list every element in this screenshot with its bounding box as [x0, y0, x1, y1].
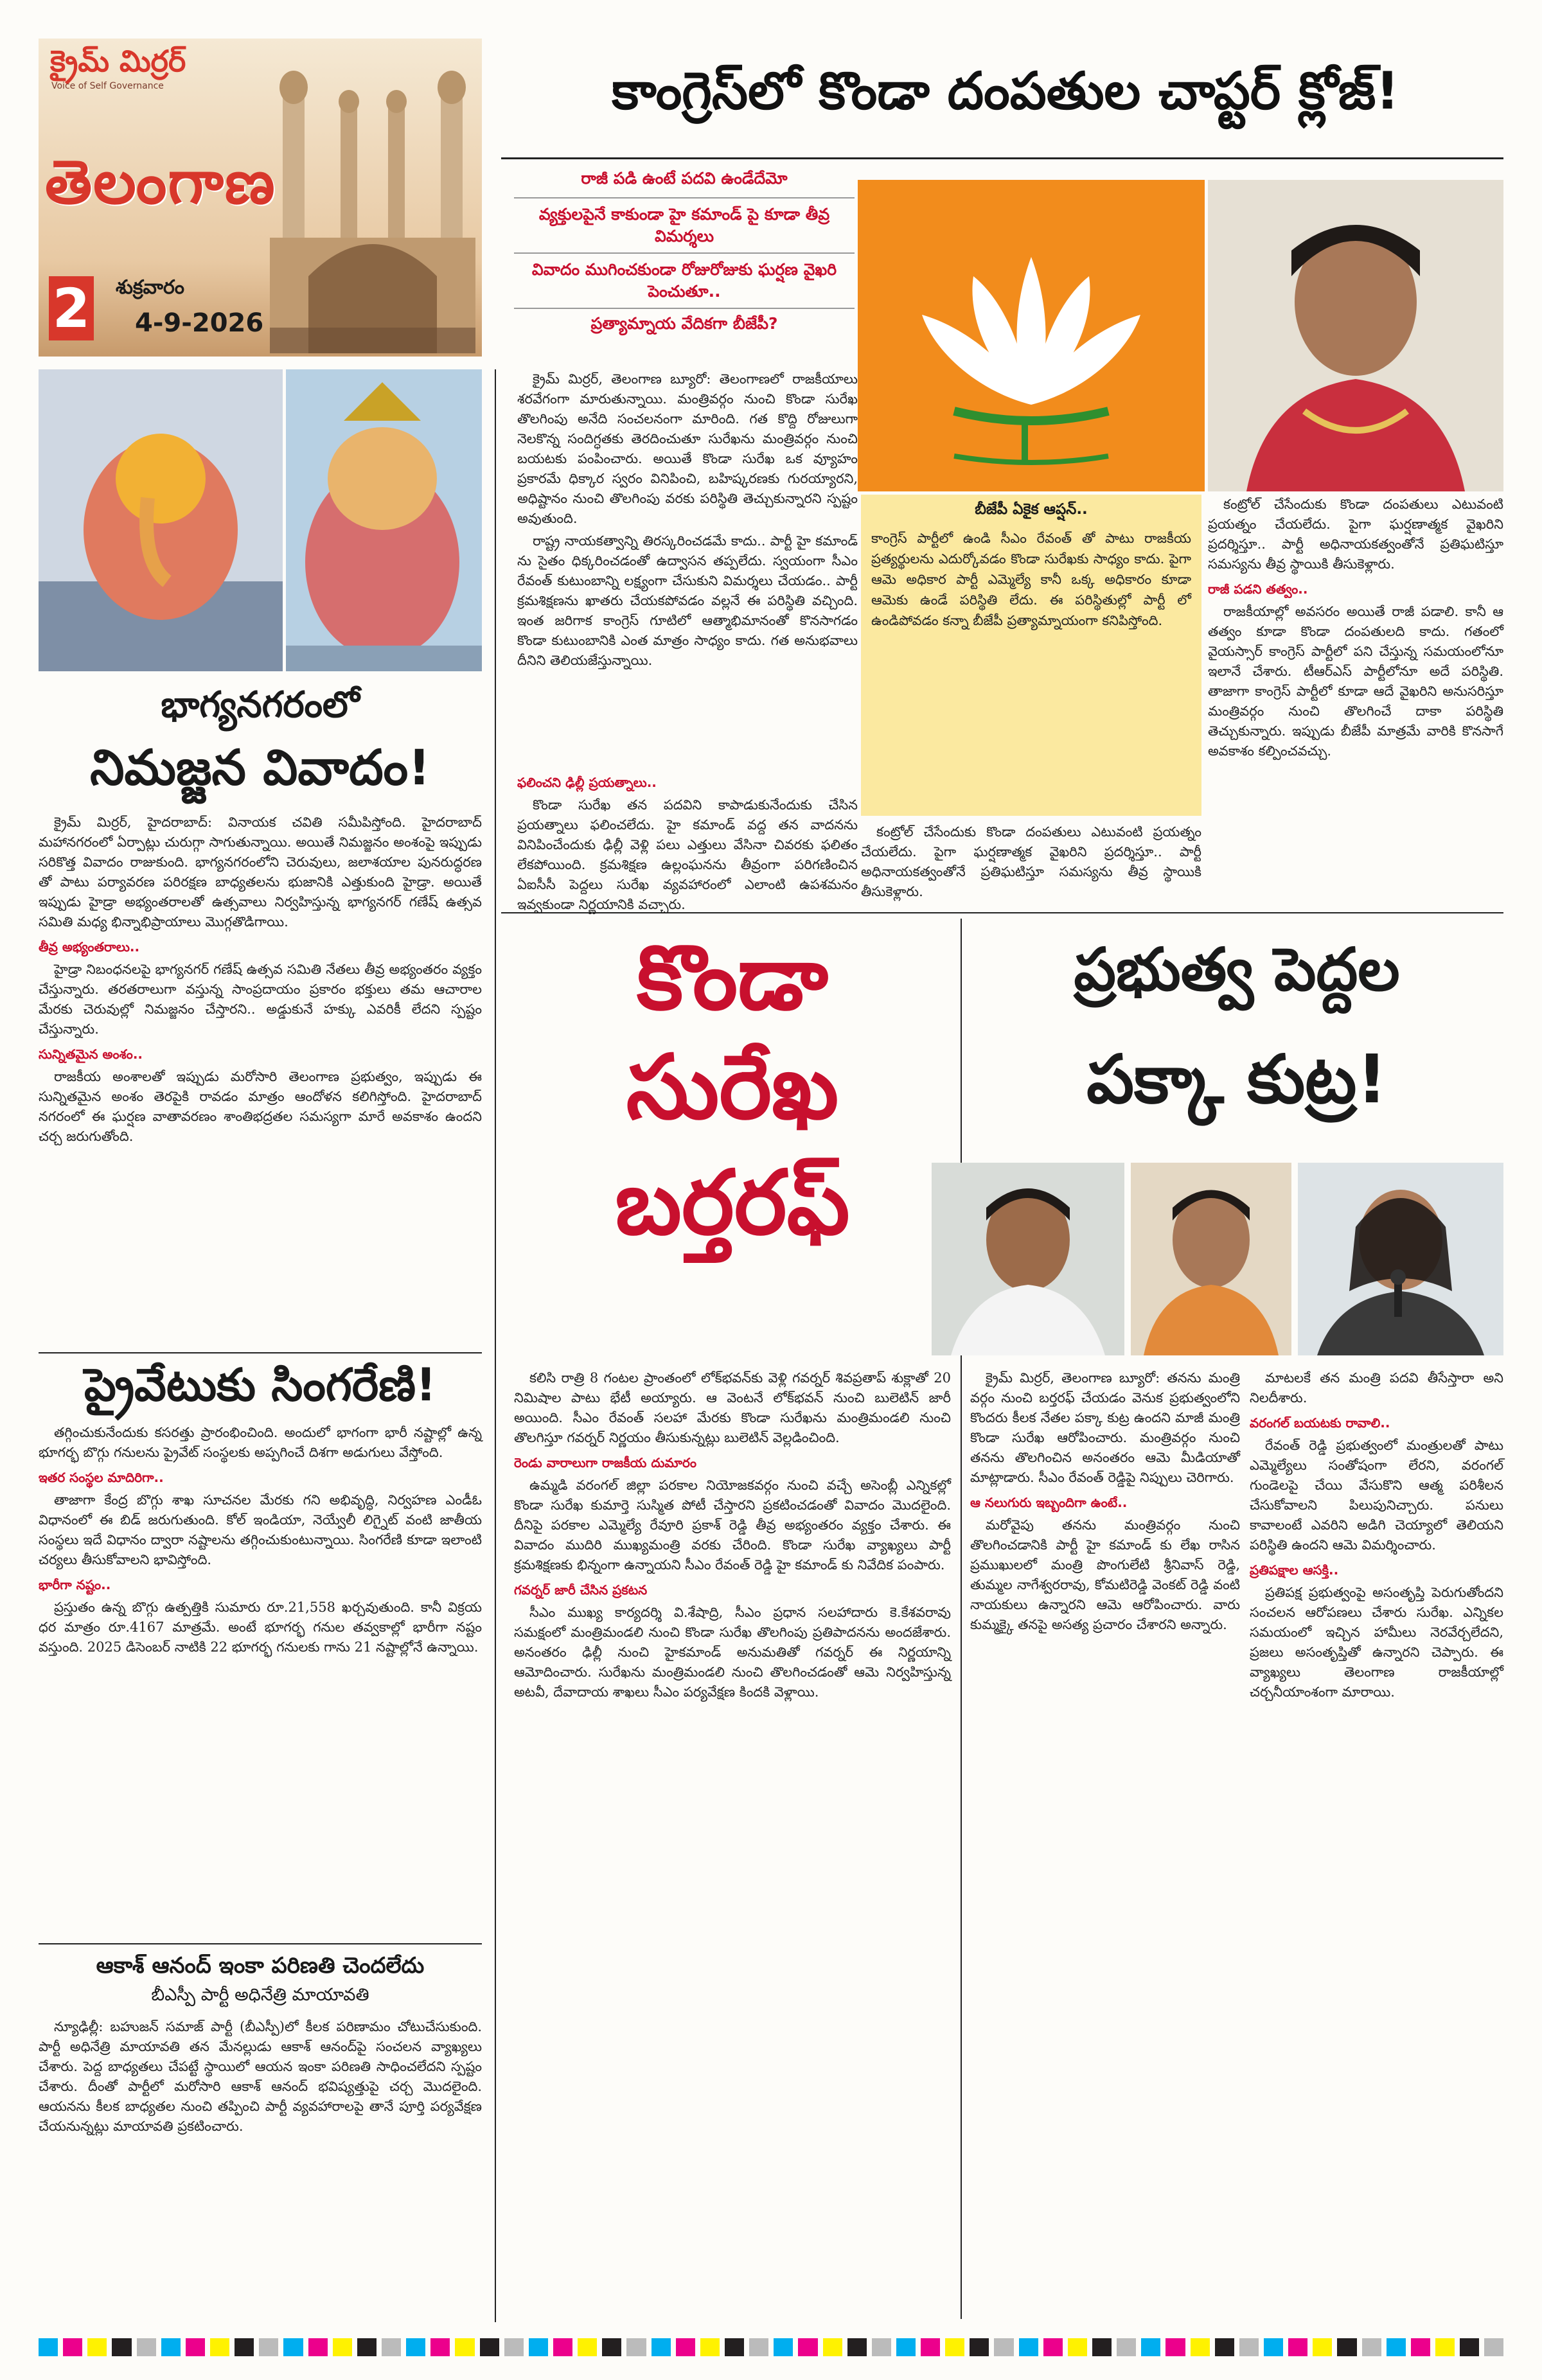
congress-para-col2: కంట్రోల్ చేసేందుకు కొండా దంపతులు ఎటువంటి ప్రయత్నం చేయలేదు. పైగా ఘర్షణాత్మక వైఖరిని ప్రదర్శిస్తూ.. పార్టీ అధినాయకత్వంతోనే ప్రతిఘటిస్తూ సమస్యను తీవ్ర స్థాయికి తీసుకెళ్లారు. — [861, 824, 1201, 899]
registration-swatch — [357, 2338, 377, 2356]
bsp-body — [39, 2017, 482, 2319]
ganesh-para-2: హైడ్రా నిబంధనలపై భాగ్యనగర్ గణేష్ ఉత్సవ సమితి నేతలు తీవ్ర అభ్యంతరం వ్యక్తం చేస్తున్నారు. తరతరాలుగా వస్తున్న సాంప్రదాయం ప్రకారం భక్తులు తమ ఆచారాల మేరకు చెరువుల్లో నిమజ్జనం చేస్తారని.. అడ్డుకునే హక్కు ఎవరికీ లేదని స్పష్టం చేస్తున్నారు. — [39, 962, 482, 1037]
registration-swatch — [1191, 2338, 1210, 2356]
issue-day: శుక్రవారం — [116, 276, 184, 299]
congress-right-para-2: రాజకీయాల్లో అవసరం అయితే రాజీ పడాలి. కానీ ఆ తత్వం కూడా కొండా దంపతులది కాదు. గతంలో వైయస్సార్ కాంగ్రెస్ పార్టీలో పని చేస్తున్న సమయంలోనూ ఇలానే చేశారు. టీఆర్ఎస్ పార్టీలోనూ అదే పరిస్థితి. తాజాగా కాంగ్రెస్ పార్టీలో కూడా ఆదే వైఖరిని అనుసరిస్తూ మంత్రివర్గం నుంచి తొలగించే దాకా పరిస్థితి తెచ్చుకున్నారు. ఇప్పుడు బీజేపీ మాత్రమే వారికి కొనసాగే అవకాశం కల్పించవచ్చు. — [1208, 604, 1503, 759]
registration-swatch — [994, 2338, 1013, 2356]
registration-swatch — [896, 2338, 916, 2356]
registration-swatch — [1141, 2338, 1160, 2356]
bjp-caption-title: బీజేపీ ఏకైక ఆప్షన్.. — [975, 501, 1088, 518]
registration-swatch — [602, 2338, 621, 2356]
registration-swatch — [823, 2338, 842, 2356]
bsp-subheadline: బీఎస్పీ పార్టీ అధినేత్రి మాయావతి — [151, 1985, 369, 2005]
page-number: 2 — [49, 276, 94, 340]
deck-2: వ్యక్తులపైనే కాకుండా హై కమాండ్ పై కూడా తీవ్ర విమర్శలు — [514, 198, 855, 254]
registration-swatch — [1019, 2338, 1038, 2356]
registration-swatch — [39, 2338, 58, 2356]
registration-swatch — [63, 2338, 82, 2356]
ganesh-subhead-1: తీవ్ర అభ్యంతరాలు.. — [39, 939, 140, 955]
registration-swatch — [382, 2338, 401, 2356]
ganesh-idol-photo-1 — [39, 369, 283, 671]
registration-swatch — [872, 2338, 891, 2356]
sacked-para-1: కలిసి రాత్రి 8 గంటల ప్రాంతంలో లోక్‌భవన్‌కు వెళ్లి గవర్నర్ శివప్రతాప్ శుక్లాతో 20 నిమిషాల పాటు భేటీ అయ్యారు. ఆ వెంటనే లోక్‌భవన్ నుంచి బులెటిన్ జారీ అయింది. సీఎం రేవంత్ సలహా మేరకు కొండా సురేఖను మంత్రిమండలి నుంచి తొలగిస్తూ గవర్నర్ నిర్ణయం తీసుకున్నట్లు బులెటిన్ వెల్లడించింది. — [514, 1370, 951, 1445]
congress-subhead-1: ఫలించని ఢిల్లీ ప్రయత్నాలు.. — [517, 775, 657, 790]
deck-4: ప్రత్యామ్నాయ వేదికగా బీజేపీ? — [590, 314, 778, 333]
registration-swatch — [333, 2338, 352, 2356]
section-title: తెలంగాణ — [45, 148, 276, 218]
portrait-woman-icon-2 — [1131, 1163, 1291, 1355]
registration-swatch — [1117, 2338, 1136, 2356]
paper-name: క్రైమ్ మిర్రర్ — [50, 44, 186, 78]
bjp-caption-box — [861, 495, 1201, 816]
singareni-para-1: తగ్గించుకునేందుకు కసరత్తు ప్రారంభించింది. అందులో భాగంగా భారీ నష్టాల్లో ఉన్న భూగర్భ బొగ్గు గనులను ప్రైవేట్ సంస్థలకు అప్పగించే దిశగా అడుగులు వేస్తోంది. — [39, 1425, 482, 1460]
charminar-icon — [270, 45, 475, 353]
registration-swatch — [406, 2338, 425, 2356]
conspiracy-subhead-2: వరంగల్ బయటకు రావాలి.. — [1250, 1415, 1390, 1431]
ganesh-idol-photo-2 — [286, 369, 482, 671]
registration-swatch — [283, 2338, 303, 2356]
singareni-para-3: ప్రస్తుతం ఉన్న బొగ్గు ఉత్పత్తికి సుమారు రూ.21,558 ఖర్చవుతుంది. కానీ విక్రయ ధర మాత్రం రూ.4167 మాత్రమే. అంటే భూగర్భ గనుల తవ్వకాల్లో భారీగా నష్టం వస్తుంది. 2025 డిసెంబర్ నాటికి 22 భూగర్భ గనులకు గాను 21 నష్టాల్లోనే ఉన్నాయి. — [39, 1600, 482, 1655]
color-registration-marks — [39, 2338, 1503, 2356]
bjp-lotus-photo — [858, 180, 1205, 491]
konda-surekha-photo — [1208, 180, 1503, 491]
bsp-para-1: న్యూఢిల్లీ: బహుజన్ సమాజ్ పార్టీ (బీఎస్పీ)లో కీలక పరిణామం చోటుచేసుకుంది. పార్టీ అధినేత్రి మాయావతి తన మేనల్లుడు ఆకాశ్ ఆనంద్‌పై సంచలన వ్యాఖ్యలు చేశారు. పెద్ద బాధ్యతలు చేపట్టే స్థాయిలో ఆయన ఇంకా పరిణతి సాధించలేదని స్పష్టం చేశారు. దీంతో పార్టీలో మరోసారి ఆకాశ్ ఆనంద్ భవిష్యత్తుపై చర్చ మొదలైంది. ఆయనను కీలక బాధ్యతల నుంచి తప్పించి పార్టీ వ్యవహారాలపై తానే పూర్తి పర్యవేక్షణ చేయనున్నట్లు మాయావతి ప్రకటించారు. — [39, 2019, 482, 2134]
congress-body-col1 — [517, 369, 858, 806]
masthead — [39, 39, 482, 357]
ganesh-para-1: క్రైమ్ మిర్రర్, హైదరాబాద్: వినాయక చవితి సమీపిస్తోంది. హైదరాబాద్ మహానగరంలో ఏర్పాట్లు చురుగ్గా సాగుతున్నాయి. అయితే నిమజ్జనం అంశంపై ఇప్పుడు సరికొత్త వివాదం రాజుకుంది. భాగ్యనగరంలోని చెరువులు, జలాశయాల పునరుద్ధరణ తో పాటు పర్యావరణ పరిరక్షణ బాధ్యతలను భుజానికి ఎత్తుకుంది హైడ్రా. అయితే ఇప్పుడు హైడ్రా అభ్యంతరాలతో ఉత్సవాలు నిర్వహిస్తున్న భాగ్యనగర్ గణేష్ ఉత్సవ సమితి మధ్య భిన్నాభిప్రాయాలు మొగ్గతొడిగాయి. — [39, 815, 482, 930]
congress-para-1: క్రైమ్ మిర్రర్, తెలంగాణ బ్యూరో: తెలంగాణలో రాజకీయాలు శరవేగంగా మారుతున్నాయి. మంత్రివర్గం నుంచి కొండా సురేఖ తొలగింపు అనేది సంచలనంగా మారింది. గత కొద్ది రోజులుగా నెలకొన్న సందిగ్ధతకు తెరదించుతూ సురేఖను మంత్రివర్గం నుంచి బయటకు పంపించారు. అయితే కొండా సురేఖ ఒక వ్యూహం ప్రకారమే ధిక్కార స్వరం వినిపించి, బహిష్కరణకు గురయ్యారని, అధిష్టానం నుంచి తొలగింపు వరకు పరిస్థితి తెచ్చుకున్నారని స్పష్టం అవుతుంది. — [517, 371, 858, 526]
registration-swatch — [749, 2338, 768, 2356]
registration-swatch — [1313, 2338, 1332, 2356]
registration-swatch — [161, 2338, 181, 2356]
registration-swatch — [235, 2338, 254, 2356]
registration-swatch — [676, 2338, 695, 2356]
registration-swatch — [847, 2338, 867, 2356]
deck-list — [514, 164, 855, 369]
issue-date: 4-9-2026 — [135, 308, 264, 338]
singareni-subhead-1: ఇతర సంస్థల మాదిరిగా.. — [39, 1470, 164, 1485]
congress-body-col1b — [517, 768, 858, 912]
registration-swatch — [1068, 2338, 1087, 2356]
registration-swatch — [186, 2338, 205, 2356]
conspiracy-body-col1 — [970, 1368, 1240, 2319]
bjp-caption-body: కాంగ్రెస్ పార్టీలో ఉండి సీఎం రేవంత్ తో పాటు రాజకీయ ప్రత్యర్థులను ఎదుర్కోవడం కొండా సురేఖకు సాధ్యం కాదు. పైగా ఆమె అధికార పార్టీ ఎమ్మెల్యే కానీ ఒక్క అధికారం కూడా ఆమెకు ఉండే పరిస్థితి లేదు. ఈ పరిస్థితుల్లో పార్టీ లో ఉండిపోవడం కన్నా బీజేపీ ప్రత్యామ్నాయంగా కనిపిస్తోంది. — [871, 531, 1191, 628]
sacked-para-3: సీఎం ముఖ్య కార్యదర్శి వి.శేషాద్రి, సీఎం ప్రధాన సలహాదారు కె.కేశవరావు సమక్షంలో మంత్రిమండలి నుంచి కొండా సురేఖ తొలగింపు ప్రతిపాదనను అందజేశారు. అనంతరం ఢిల్లీ నుంచి హైకమాండ్ అనుమతితో గవర్నర్ ఈ నిర్ణయాన్ని ఆమోదించారు. సురేఖను మంత్రిమండలి నుంచి తొలగించడంతో ఆమె నిర్వహిస్తున్న అటవీ, దేవాదాయ శాఖలు సీఎం పర్యవేక్షణ కిందకి వెళ్లాయి. — [514, 1605, 951, 1700]
registration-swatch — [1288, 2338, 1307, 2356]
congress-para-2: రాష్ట్ర నాయకత్వాన్ని తిరస్కరించడమే కాదు.. పార్టీ హై కమాండ్ ను సైతం ధిక్కరించడంతో ఉద్వాసన తప్పలేదు. స్వయంగా సీఎం రేవంత్ కుటుంబాన్ని లక్ష్యంగా చేసుకుని విమర్శలు చేయడం.. పార్టీ క్రమశిక్షణను ఖాతరు చేయకపోవడం వల్లనే ఈ పరిస్థితి వచ్చింది. ఇంత జరిగాక కాంగ్రెస్ గూటిలో ఆత్మాభిమానంతో కొనసాగడం కొండా కుటుంబానికి ఎంత మాత్రం సాధ్యం కాదు. గత అనుభవాలు దీనిని తెలియజేస్తున్నాయి. — [517, 533, 858, 668]
registration-swatch — [626, 2338, 646, 2356]
registration-swatch — [529, 2338, 548, 2356]
congress-subhead-2: రాజీ పడని తత్వం.. — [1208, 581, 1308, 597]
registration-swatch — [137, 2338, 156, 2356]
portrait-woman-icon — [1208, 180, 1503, 491]
registration-swatch — [1043, 2338, 1063, 2356]
sacked-headline-2: సురేఖ — [626, 1036, 839, 1139]
congress-body-col2b — [861, 822, 1201, 906]
ganesh-subhead-2: సున్నితమైన అంశం.. — [39, 1046, 143, 1062]
conspiracy-body-col2 — [1250, 1368, 1503, 2319]
registration-swatch — [1362, 2338, 1381, 2356]
registration-swatch — [1460, 2338, 1479, 2356]
revanth-reddy-photo — [932, 1163, 1124, 1355]
registration-swatch — [921, 2338, 940, 2356]
conspiracy-para-right-3: ప్రతిపక్ష ప్రభుత్వంపై అసంతృప్తి పెరుగుతోందని సంచలన ఆరోపణలు చేశారు సురేఖ. ఎన్నికల సమయంలో ఇచ్చిన హామీలు నెరవేర్చలేదని, ప్రజలు అసంతృప్తితో ఉన్నారని చెప్పారు. ఈ వ్యాఖ్యలు తెలంగాణ రాజకీయాల్లో చర్చనీయాంశంగా మారాయి. — [1250, 1585, 1503, 1700]
registration-swatch — [1337, 2338, 1356, 2356]
registration-swatch — [1411, 2338, 1430, 2356]
registration-swatch — [1264, 2338, 1283, 2356]
sacked-body — [514, 1368, 951, 2319]
ganesh-headline-2: నిమజ్జన వివాదం! — [90, 739, 430, 796]
paper-tagline: Voice of Self Governance — [51, 81, 164, 91]
bjp-lotus-icon — [858, 180, 1205, 491]
congress-para-3: కొండా సురేఖ తన పదవిని కాపాడుకునేందుకు చేసిన ప్రయత్నాలు ఫలించలేదు. హై కమాండ్ వద్ద తన వాదనను వినిపించేందుకు ఢిల్లీ వెళ్లి పలు ఎత్తులు వేసినా చివరకు ఫలితం లేకపోయింది. క్రమశిక్షణ ఉల్లంఘనను తీవ్రంగా పరిగణించిన ఏఐసీసీ పెద్దలు సురేఖ వ్యవహారంలో ఎలాంటి ఉపశమనం ఇవ్వకుండా నిర్ణయానికి వచ్చారు. — [517, 797, 858, 912]
registration-swatch — [480, 2338, 499, 2356]
registration-swatch — [774, 2338, 793, 2356]
registration-swatch — [725, 2338, 744, 2356]
registration-swatch — [798, 2338, 817, 2356]
singareni-para-2: తాజాగా కేంద్ర బొగ్గు శాఖ సూచనల మేరకు గని అభివృద్ధి, నిర్వహణ ఎండీఓ విధానంలో ఈ బిడ్ జరుగుతుంది. కోల్ ఇండియా, నెయ్వేలీ లిగ్నైట్ వంటి జాతీయ సంస్థలు ఇదే విధానం ద్వారా నష్టాలను తగ్గించుకుంటున్నాయి. సింగరేణి కూడా ఇలాంటి చర్యలు తీసుకోవాలని భావిస్తోంది. — [39, 1492, 482, 1567]
registration-swatch — [1484, 2338, 1503, 2356]
sacked-headline-3: బర్తరఫ్ — [615, 1151, 850, 1255]
registration-swatch — [970, 2338, 989, 2356]
conspiracy-para-right: మాటలకే తన మంత్రి పదవి తీసేస్తారా అని నిలదీశారు. — [1250, 1370, 1503, 1406]
conspiracy-para-1: క్రైమ్ మిర్రర్, తెలంగాణ బ్యూరో: తనను మంత్రి వర్గం నుంచి బర్తరఫ్ చేయడం వెనుక ప్రభుత్వంలోని కొందరు కీలక నేతల పక్కా కుట్ర ఉందని మాజీ మంత్రి కొండా సురేఖ ఆరోపించారు. మంత్రివర్గం నుంచి తనను తొలగించిన అనంతరం ఆమె మీడియాతో మాట్లాడారు. సీఎం రేవంత్ రెడ్డిపై నిప్పులు చెరిగారు. — [970, 1370, 1240, 1485]
registration-swatch — [210, 2338, 229, 2356]
ganesh-idol-icon — [39, 369, 283, 671]
registration-swatch — [259, 2338, 278, 2356]
conspiracy-subhead-3: ప్రతిపక్షాల ఆసక్తి.. — [1250, 1562, 1339, 1578]
registration-swatch — [504, 2338, 524, 2356]
registration-swatch — [1092, 2338, 1112, 2356]
registration-swatch — [1215, 2338, 1234, 2356]
registration-swatch — [1387, 2338, 1406, 2356]
sacked-subhead-1: రెండు వారాలుగా రాజకీయ దుమారం — [514, 1455, 696, 1470]
congress-headline: కాంగ్రెస్‌లో కొండా దంపతుల చాప్టర్ క్లోజ్! — [612, 61, 1399, 121]
registration-swatch — [87, 2338, 107, 2356]
congress-right-para: కంట్రోల్ చేసేందుకు కొండా దంపతులు ఎటువంటి ప్రయత్నం చేయలేదు. పైగా ఘర్షణాత్మక వైఖరిని ప్రదర్శిస్తూ.. పార్టీ అధినాయకత్వంతోనే ప్రతిఘటిస్తూ సమస్యను తీవ్ర స్థాయికి తీసుకెళ్లారు. — [1208, 497, 1503, 572]
congress-right-col — [1208, 495, 1503, 906]
registration-swatch — [1165, 2338, 1185, 2356]
ganesh-idol-icon-2 — [286, 369, 482, 671]
ganesh-headline-1: భాగ్యనగరంలో — [161, 684, 360, 726]
konda-surekha-photo-2 — [1131, 1163, 1291, 1355]
registration-swatch — [455, 2338, 474, 2356]
conspiracy-para-right-2: రేవంత్ రెడ్డి ప్రభుత్వంలో మంత్రులతో పాటు ఎమ్మెల్యేలు సంతోషంగా లేరని, వరంగల్ గుండెలపై చేయి వేసుకొని ఆత్మ పరిశీలన చేసుకోవాలని పిలుపునిచ్చారు. పనులు కావాలంటే ఎవరిని అడిగి చెయ్యాలో తెలియని పరిస్థితి ఉందని ఆమె విమర్శించారు. — [1250, 1438, 1503, 1553]
ganesh-para-3: రాజకీయ అంశాలతో ఇప్పుడు మరోసారి తెలంగాణ ప్రభుత్వం, ఇప్పుడు ఈ సున్నితమైన అంశం తెరపైకి రావడం మాత్రం ఆందోళన కలిగిస్తోంది. హైదరాబాద్ నగరంలో ఈ ఘర్షణ వాతావరణం శాంతిభద్రతల సమస్యగా మారే అవకాశం ఉందని చర్చ జరుగుతోంది. — [39, 1069, 482, 1144]
singareni-headline: ప్రైవేటుకు సింగరేణి! — [84, 1359, 436, 1411]
sacked-subhead-2: గవర్నర్ జారీ చేసిన ప్రకటన — [514, 1582, 648, 1598]
conspiracy-headline-2: పక్కా కుట్ర! — [1086, 1040, 1387, 1118]
conspiracy-subhead-1: ఆ నలుగురు ఇబ్బందిగా ఉంటే.. — [970, 1495, 1128, 1510]
registration-swatch — [1239, 2338, 1259, 2356]
registration-swatch — [651, 2338, 671, 2356]
registration-swatch — [700, 2338, 720, 2356]
sacked-para-2: ఉమ్మడి వరంగల్ జిల్లా పరకాల నియోజకవర్గం నుంచి వచ్చే అసెంబ్లీ ఎన్నికల్లో కొండా సురేఖ కుమార్తె సుస్మిత పోటీ చేస్తారని ప్రకటించడంతో వివాదం మొదలైంది. దీనిపై పరకాల ఎమ్మెల్యే రేవూరి ప్రకాశ్ రెడ్డి తీవ్ర అభ్యంతరం వ్యక్తం చేశారు. ఈ వివాదం ముదిరి ముఖ్యమంత్రి వరకు చేరింది. కొండా సురేఖ వ్యాఖ్యలు పార్టీ క్రమశిక్షణకు భిన్నంగా ఉన్నాయని సీఎం రేవంత్ రెడ్డి హై కమాండ్ కు నివేదిక పంపారు. — [514, 1477, 951, 1573]
portrait-man-icon — [932, 1163, 1124, 1355]
conspiracy-para-2: మరోవైపు తనను మంత్రివర్గం నుంచి తొలగించడానికి పార్టీ హై కమాండ్ కు లేఖ రాసిన ప్రముఖులలో మంత్రి పొంగులేటి శ్రీనివాస్ రెడ్డి, తుమ్మల నాగేశ్వరరావు, కోమటిరెడ్డి వెంకట్ రెడ్డి వంటి నాయకులు ఉన్నారని ఆమె ఆరోపించారు. వారు కుమ్మక్కై తనపై అసత్య ప్రచారం చేశారని అన్నారు. — [970, 1517, 1240, 1632]
singareni-body — [39, 1423, 482, 1943]
registration-swatch — [1435, 2338, 1455, 2356]
deck-3: వివాదం ముగించకుండా రోజురోజుకు ఘర్షణ వైఖరి పెంచుతూ.. — [514, 254, 855, 309]
singareni-subhead-2: భారీగా నష్టం.. — [39, 1577, 111, 1592]
registration-swatch — [945, 2338, 964, 2356]
registration-swatch — [308, 2338, 328, 2356]
sushmitha-photo — [1298, 1163, 1503, 1355]
registration-swatch — [430, 2338, 450, 2356]
registration-swatch — [112, 2338, 131, 2356]
bsp-headline: ఆకాశ్ ఆనంద్ ఇంకా పరిణతి చెందలేదు — [96, 1953, 425, 1979]
conspiracy-headline-1: ప్రభుత్వ పెద్దల — [1074, 935, 1400, 1004]
registration-swatch — [553, 2338, 572, 2356]
deck-1: రాజీ పడి ఉంటే పదవి ఉండేదేమో — [514, 164, 855, 198]
registration-swatch — [578, 2338, 597, 2356]
portrait-woman-mic-icon — [1298, 1163, 1503, 1355]
ganesh-body — [39, 813, 482, 1371]
sacked-headline-1: కొండా — [637, 926, 828, 1030]
